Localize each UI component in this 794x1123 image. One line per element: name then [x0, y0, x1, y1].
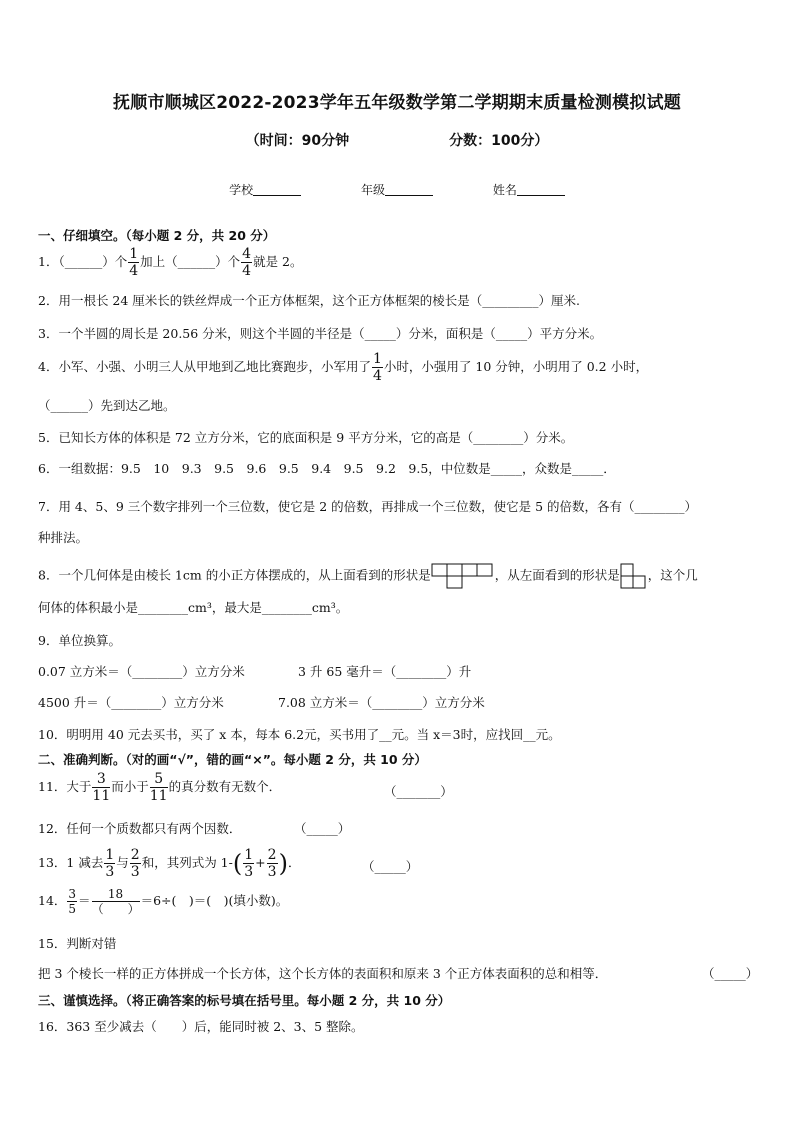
- school-field[interactable]: [253, 183, 301, 196]
- grade-label: 年级: [360, 183, 385, 197]
- question-15-answer[interactable]: （_____）: [702, 966, 759, 981]
- fraction: $\frac{1}{4}$: [129, 246, 139, 279]
- question-4-continued: （______）先到达乙地。: [38, 398, 176, 413]
- exam-title: 抚顺市顺城区2022-2023学年五年级数学第二学期期末质量检测模拟试题: [113, 93, 681, 113]
- question-11: 11．大于 $\frac{3}{11}$ 而小于 $\frac{5}{11}$ 的真分数有无数个．: [38, 771, 282, 804]
- question-1: 1．（______）个 $\frac{1}{4}$ 加上（______）个 $\frac{4}{4}$ 就是 2。: [38, 246, 303, 279]
- name-field[interactable]: [517, 183, 565, 196]
- question-4: 4．小军、小强、小明三人从甲地到乙地比赛跑步，小军用了 $\frac{1}{4}$ 小时，小强用了 10 分钟，小明用了 0.2 小时，: [38, 351, 649, 384]
- question-9-title: 9．单位换算。: [38, 633, 121, 648]
- question-11-answer[interactable]: （_______）: [384, 784, 453, 799]
- question-2: 2．用一根长 24 厘米长的铁丝焊成一个正方体框架，这个正方体框架的棱长是（_________）厘米.: [38, 293, 581, 308]
- question-14: 14． $\frac{3}{5}$ ＝ $\frac{18}{( )}$ ＝6÷( )＝( )(填小数)。: [38, 887, 289, 916]
- school-label: 学校: [229, 183, 254, 197]
- fraction: $\frac{2}{3}$: [267, 847, 277, 880]
- top-view-shape-icon: [431, 563, 495, 589]
- question-16: 16．363 至少减去（ ）后，能同时被 2、3、5 整除。: [38, 1019, 364, 1034]
- section-2-heading: 二、准确判断。（对的画“√”，错的画“×”。每小题 2 分，共 10 分）: [38, 752, 427, 767]
- question-12: 12．任何一个质数都只有两个因数．: [38, 821, 242, 836]
- question-8: 8．一个几何体是由棱长 1cm 的小正方体摆成的，从上面看到的形状是 ，从左面看到的形状是 ，这个几: [38, 563, 698, 589]
- question-7: 7．用 4、5、9 三个数字排列一个三位数，使它是 2 的倍数，再排成一个三位数，使它是 5 的倍数，各有（________）: [38, 499, 698, 514]
- fraction: $\frac{2}{3}$: [130, 847, 140, 880]
- exam-subtitle: [0, 130, 794, 150]
- question-9-row-1a: 0.07 立方米＝（________）立方分米: [38, 664, 245, 679]
- time-label: （时间：90分钟: [245, 133, 350, 149]
- fraction: $\frac{3}{11}$: [92, 771, 111, 804]
- fraction: $\frac{3}{5}$: [68, 887, 77, 916]
- question-9-row-2b: 7.08 立方米＝（________）立方分米: [278, 695, 485, 710]
- question-3: 3．一个半圆的周长是 20.56 分米，则这个半圆的半径是（_____）分米，面积是（_____）平方分米。: [38, 326, 603, 341]
- fraction: $\frac{1}{4}$: [372, 351, 382, 384]
- question-6: 6．一组数据：9.5 10 9.3 9.5 9.6 9.5 9.4 9.5 9.2 9.5，中位数是_____，众数是_____．: [38, 461, 616, 476]
- question-13: 13．1 减去 $\frac{1}{3}$ 与 $\frac{2}{3}$ 和，其列式为 1-( $\frac{1}{3}$ + $\frac{2}{3}$ )．: [38, 847, 301, 880]
- fraction: $\frac{1}{3}$: [105, 847, 115, 880]
- question-15-title: 15．判断对错: [38, 936, 117, 951]
- question-15-body: 把 3 个棱长一样的正方体拼成一个长方体，这个长方体的表面积和原来 3 个正方体表面积的总和相等．: [38, 966, 608, 981]
- fraction: $\frac{5}{11}$: [149, 771, 168, 804]
- section-1-heading: 一、仔细填空。（每小题 2 分，共 20 分）: [38, 228, 276, 243]
- question-5: 5．已知长方体的体积是 72 立方分米，它的底面积是 9 平方分米，它的高是（________）分米。: [38, 430, 574, 445]
- left-view-shape-icon: [620, 563, 648, 589]
- name-label: 姓名: [492, 183, 517, 197]
- student-info: [0, 181, 794, 198]
- question-12-answer[interactable]: （_____）: [294, 821, 351, 836]
- fraction: $\frac{1}{3}$: [244, 847, 254, 880]
- section-3-heading: 三、谨慎选择。（将正确答案的标号填在括号里。每小题 2 分，共 10 分）: [38, 993, 451, 1008]
- question-9-row-2a: 4500 升＝（________）立方分米: [38, 695, 224, 710]
- fraction: $\frac{4}{4}$: [242, 246, 252, 279]
- score-label: 分数：100分）: [449, 133, 549, 149]
- fraction: $\frac{18}{( )}$: [91, 887, 140, 916]
- question-13-answer[interactable]: （_____）: [362, 859, 419, 874]
- question-7-continued: 种排法。: [38, 530, 89, 545]
- question-9-row-1b: 3 升 65 毫升＝（________）升: [298, 664, 472, 679]
- question-10: 10．明明用 40 元去买书，买了 x 本，每本 6.2元，买书用了__元。当 x＝3时，应找回__元。: [38, 727, 561, 742]
- grade-field[interactable]: [385, 183, 433, 196]
- question-8-continued: 何体的体积最小是________cm³，最大是________cm³。: [38, 600, 349, 615]
